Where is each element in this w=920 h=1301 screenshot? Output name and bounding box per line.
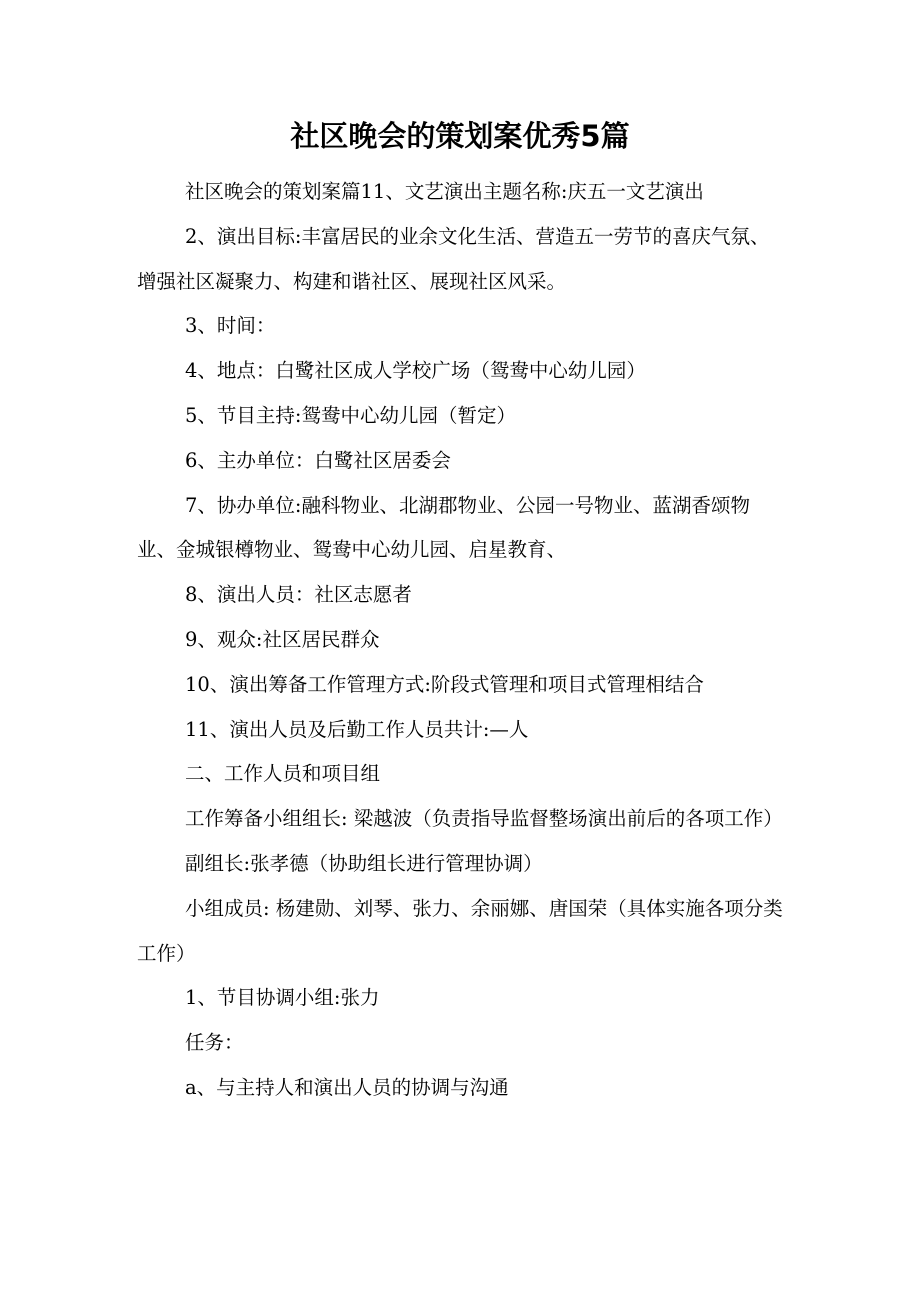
document-title: 社区晚会的策划案优秀5篇 — [290, 119, 630, 153]
paragraph-1: 社区晚会的策划案篇11、文艺演出主题名称:庆五一文艺演出 — [185, 180, 704, 203]
paragraph-2: 2、演出目标:丰富居民的业余文化生活、营造五一劳节的喜庆气氛、增强社区凝聚力、构建和谐社区、展现社区风采。 — [137, 224, 770, 293]
document-body — [137, 170, 787, 1111]
paragraph-12: 二、工作人员和项目组 — [185, 762, 381, 786]
paragraph-10: 10、演出筹备工作管理方式:阶段式管理和项目式管理相结合 — [185, 672, 704, 696]
paragraph-7: 7、协办单位:融科物业、北湖郡物业、公园一号物业、蓝湖香颂物业、金城银樽物业、鸳鸯中心幼儿园、启星教育、 — [137, 493, 750, 562]
paragraph-3: 3、时间： — [185, 314, 276, 338]
paragraph-4: 4、地点：白鹭社区成人学校广场（鸳鸯中心幼儿园） — [185, 359, 646, 383]
paragraph-5: 5、节目主持:鸳鸯中心幼儿园（暂定） — [185, 403, 516, 427]
paragraph-14: 副组长:张孝德（协助组长进行管理协调） — [185, 851, 543, 875]
paragraph-15: 小组成员: 杨建勋、刘琴、张力、余丽娜、唐国荣（具体实施各项分类工作） — [137, 896, 783, 965]
paragraph-9: 9、观众:社区居民群众 — [185, 627, 380, 651]
paragraph-8: 8、演出人员：社区志愿者 — [185, 583, 412, 607]
paragraph-13: 工作筹备小组组长: 梁越波（负责指导监督整场演出前后的各项工作） — [185, 807, 783, 831]
paragraph-18: a、与主持人和演出人员的协调与沟通 — [185, 1075, 509, 1099]
paragraph-11: 11、演出人员及后勤工作人员共计:—人 — [185, 717, 529, 741]
paragraph-17: 任务： — [185, 1031, 244, 1055]
paragraph-16: 1、节目协调小组:张力 — [185, 986, 380, 1010]
paragraph-6: 6、主办单位：白鹭社区居委会 — [185, 448, 451, 472]
